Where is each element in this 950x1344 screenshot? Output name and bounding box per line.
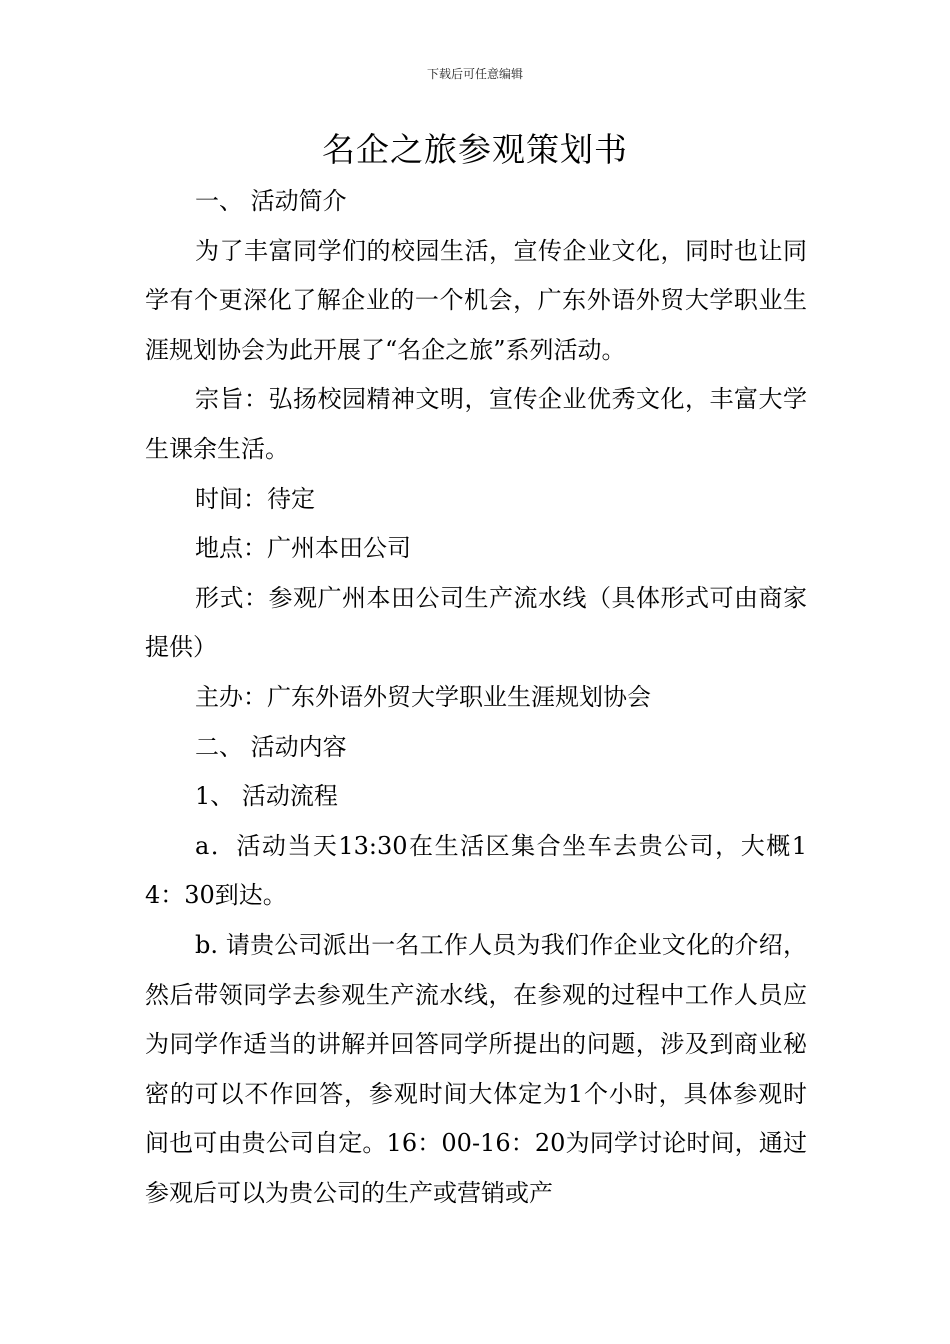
section-heading-content: 二、 活动内容 (195, 732, 347, 761)
subsection-heading-process: 1、 活动流程 (195, 782, 338, 811)
process-step-a: a．活动当天13:30在生活区集合坐车去贵公司，大概14：30到达。 (145, 831, 807, 910)
purpose-paragraph: 宗旨：弘扬校园精神文明，宣传企业优秀文化，丰富大学生课余生活。 (145, 385, 807, 463)
document-body (145, 177, 807, 1218)
intro-paragraph: 为了丰富同学们的校园生活，宣传企业文化，同时也让同学有个更深化了解企业的一个机会，广东外语外贸大学职业生涯规划协会为此开展了“名企之旅”系列活动。 (145, 236, 807, 364)
process-step-b: b. 请贵公司派出一名工作人员为我们作企业文化的介绍，然后带领同学去参观生产流水线，在参观的过程中工作人员应为同学作适当的讲解并回答同学所提出的问题，涉及到商业秘密的可以不作回答，参观时间大体定为1个小时，具体参观时间也可由贵公司自定。16：00-16：20为同学讨论时间，通过参观后可以为贵公司的生产或营销或产 (145, 930, 807, 1207)
format-paragraph: 形式：参观广州本田公司生产流水线（具体形式可由商家提供） (145, 583, 807, 662)
section-heading-intro: 一、 活动简介 (195, 187, 347, 215)
header-note: 下载后可任意编辑 (426, 67, 523, 81)
time-line: 时间：待定 (195, 484, 315, 513)
location-line: 地点：广州本田公司 (195, 534, 411, 563)
document-title: 名企之旅参观策划书 (322, 130, 628, 169)
organizer-line: 主办：广东外语外贸大学职业生涯规划协会 (195, 682, 651, 711)
